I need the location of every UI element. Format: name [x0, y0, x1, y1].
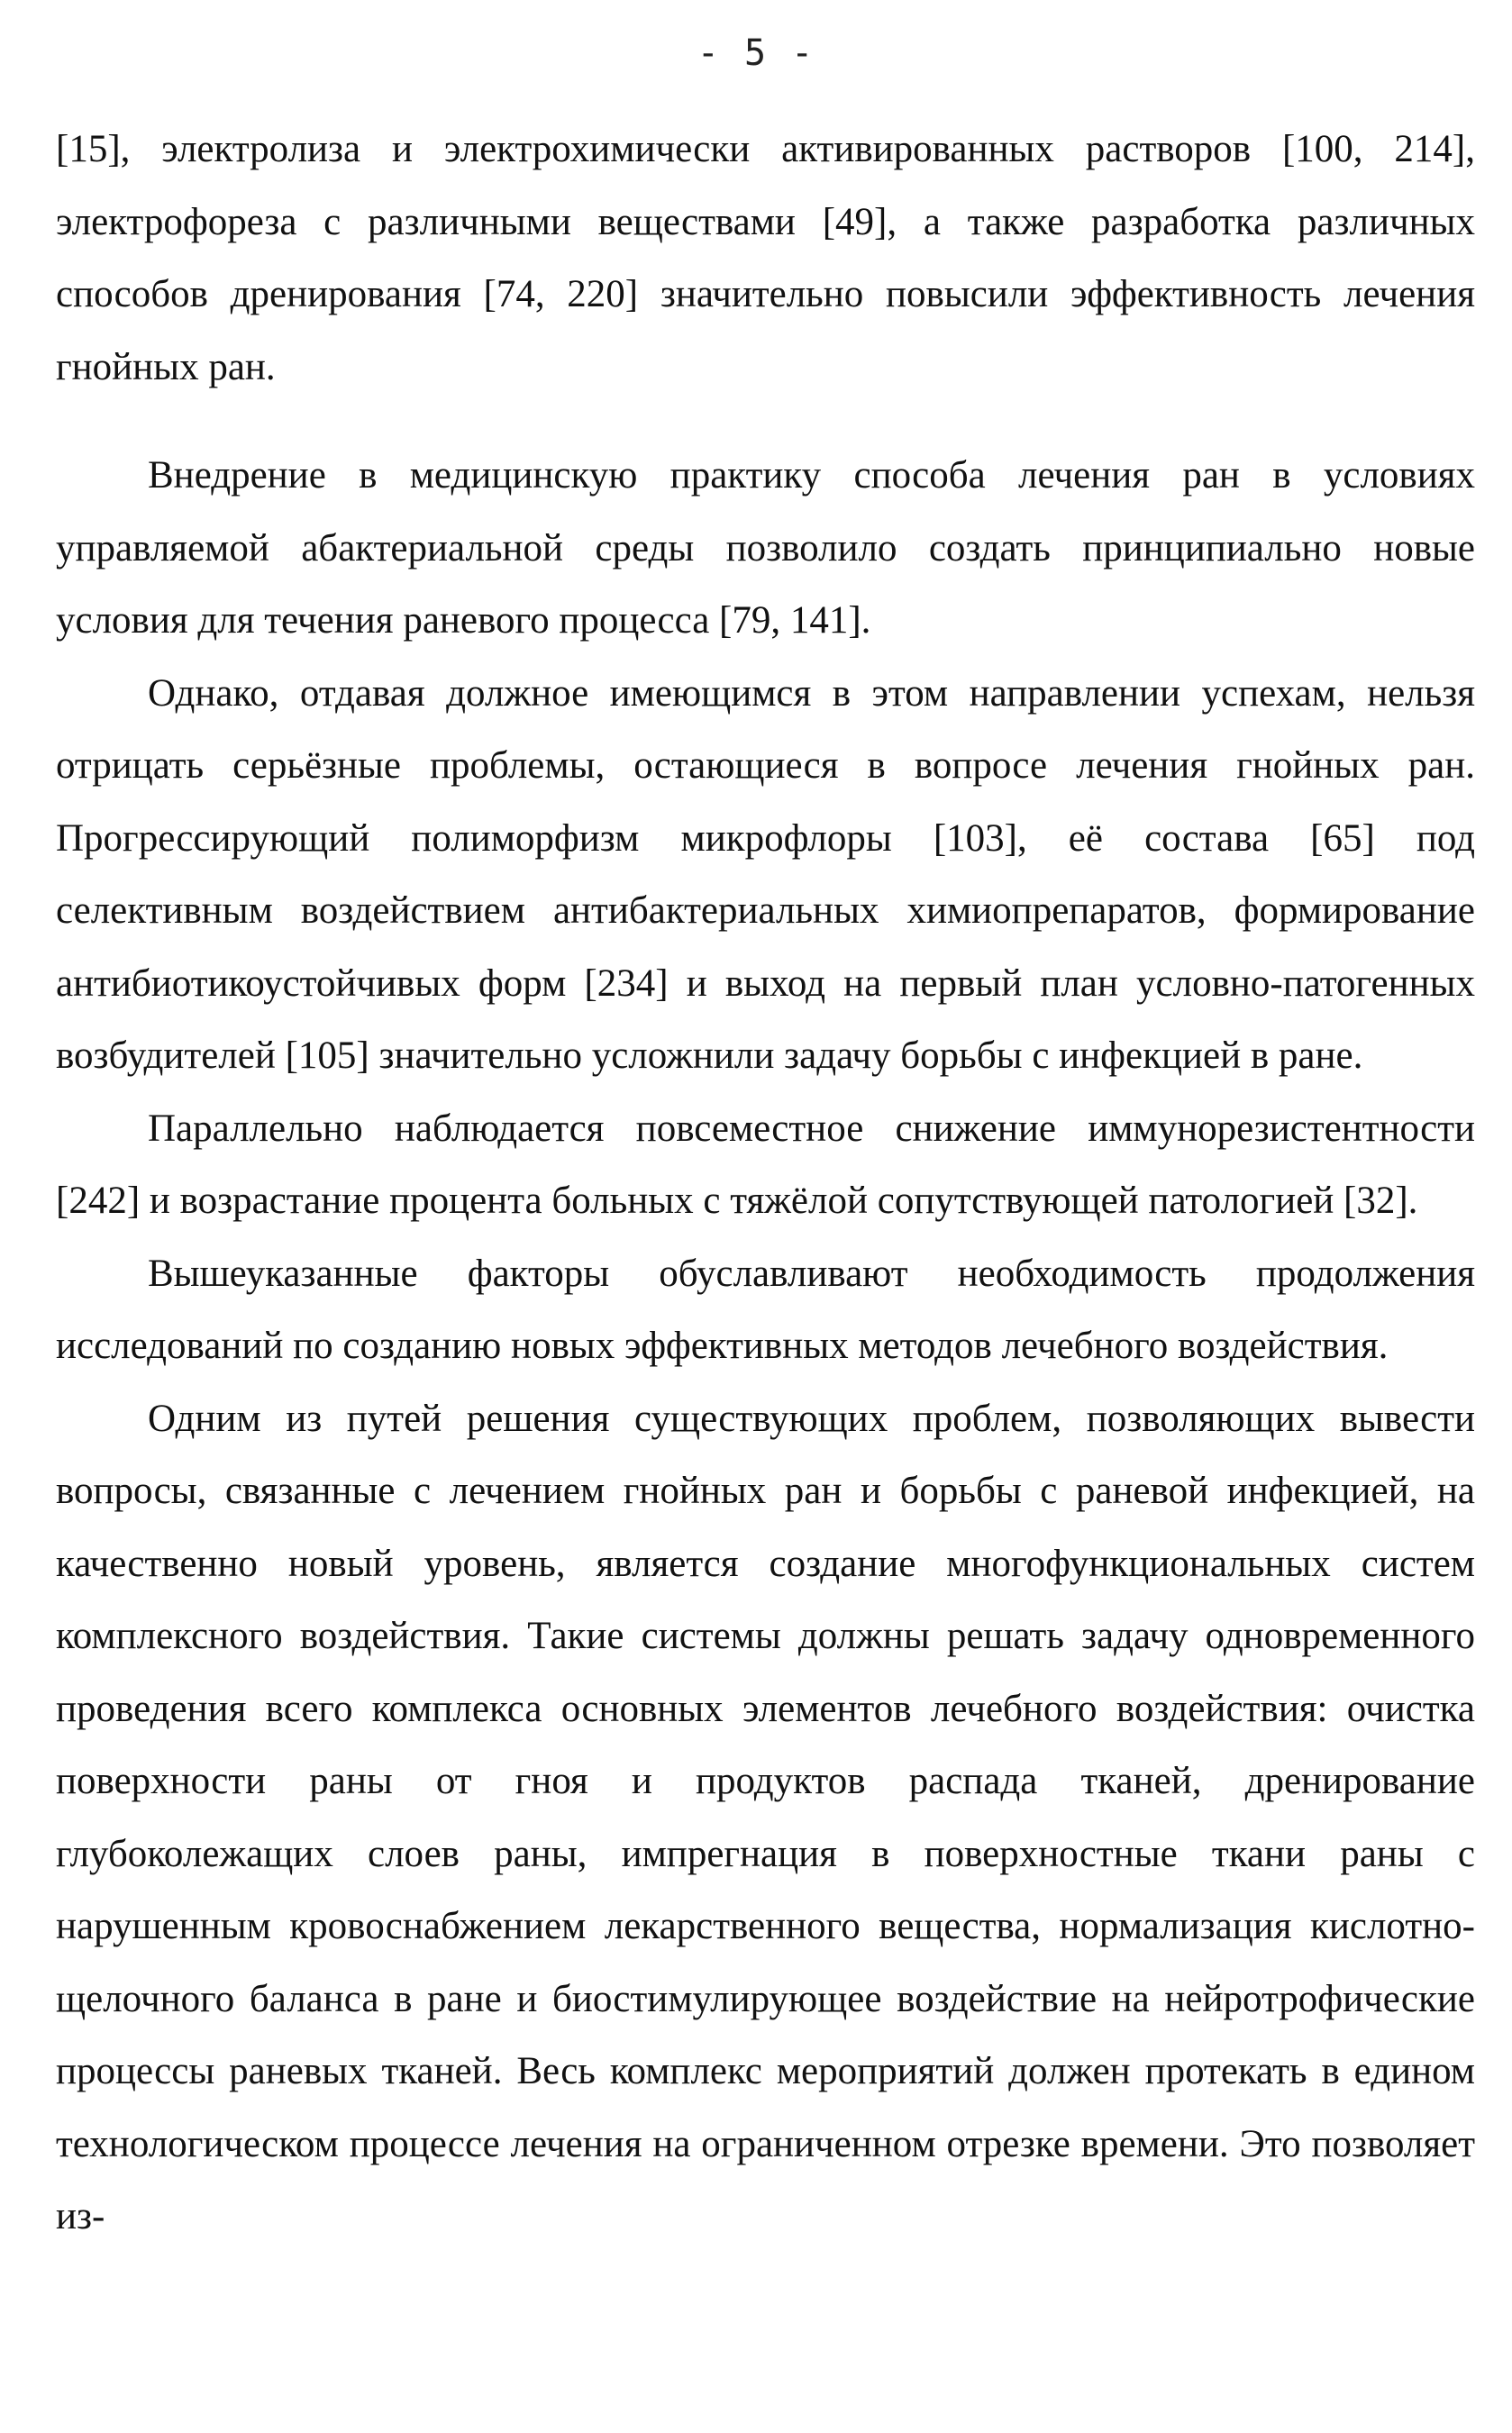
- paragraph-gap: [56, 404, 1475, 440]
- body-text: [56, 114, 1475, 2254]
- paragraph-4: Параллельно наблюдается повсеместное снижение иммунорезистентности [242] и возрастание процента больных с тяжёлой сопутствующей патологией [32].: [56, 1107, 1475, 1222]
- paragraph-2: Внедрение в медицинскую практику способа лечения ран в условиях управляемой абактериальной среды позволило создать принципиально новые условия для течения раневого процесса [79, 141].: [56, 454, 1475, 642]
- paragraph-3: Однако, отдавая должное имеющимся в этом направлении успехам, нельзя отрицать серьёзные проблемы, остающиеся в вопросе лечения гнойных ран. Прогрессирующий полиморфизм микрофлоры [103], её состава [65] под селективным воздействием антибактериальных химиопрепаратов, формирование антибиотикоустойчивых форм [234] и выход на первый план условно-патогенных возбудителей [105] значительно усложнили задачу борьбы с инфекцией в ране.: [56, 671, 1475, 1077]
- page-number: - 5 -: [697, 32, 815, 74]
- paragraph-1: [15], электролиза и электрохимически активированных растворов [100, 214], электрофореза с различными веществами [49], а также разработка различных способов дренирования [74, 220] значительно повысили эффективность лечения гнойных ран.: [56, 128, 1475, 388]
- paragraph-6: Одним из путей решения существующих проблем, позволяющих вывести вопросы, связанные с лечением гнойных ран и борьбы с раневой инфекцией, на качественно новый уровень, является создание многофункциональных систем комплексного воздействия. Такие системы должны решать задачу одновременного проведения всего комплекса основных элементов лечебного воздействия: очистка поверхности раны от гноя и продуктов распада тканей, дренирование глубоколежащих слоев раны, импрегнация в поверхностные ткани раны с нарушенным кровоснабжением лекарственного вещества, нормализация кислотно-щелочного баланса в ране и биостимулирующее воздействие на нейротрофические процессы раневых тканей. Весь комплекс мероприятий должен протекать в едином технологическом процессе лечения на ограниченном отрезке времени. Это позволяет из-: [56, 1397, 1475, 2237]
- paragraph-5: Вышеуказанные факторы обуславливают необходимость продолжения исследований по созданию новых эффективных методов лечебного воздействия.: [56, 1252, 1475, 1367]
